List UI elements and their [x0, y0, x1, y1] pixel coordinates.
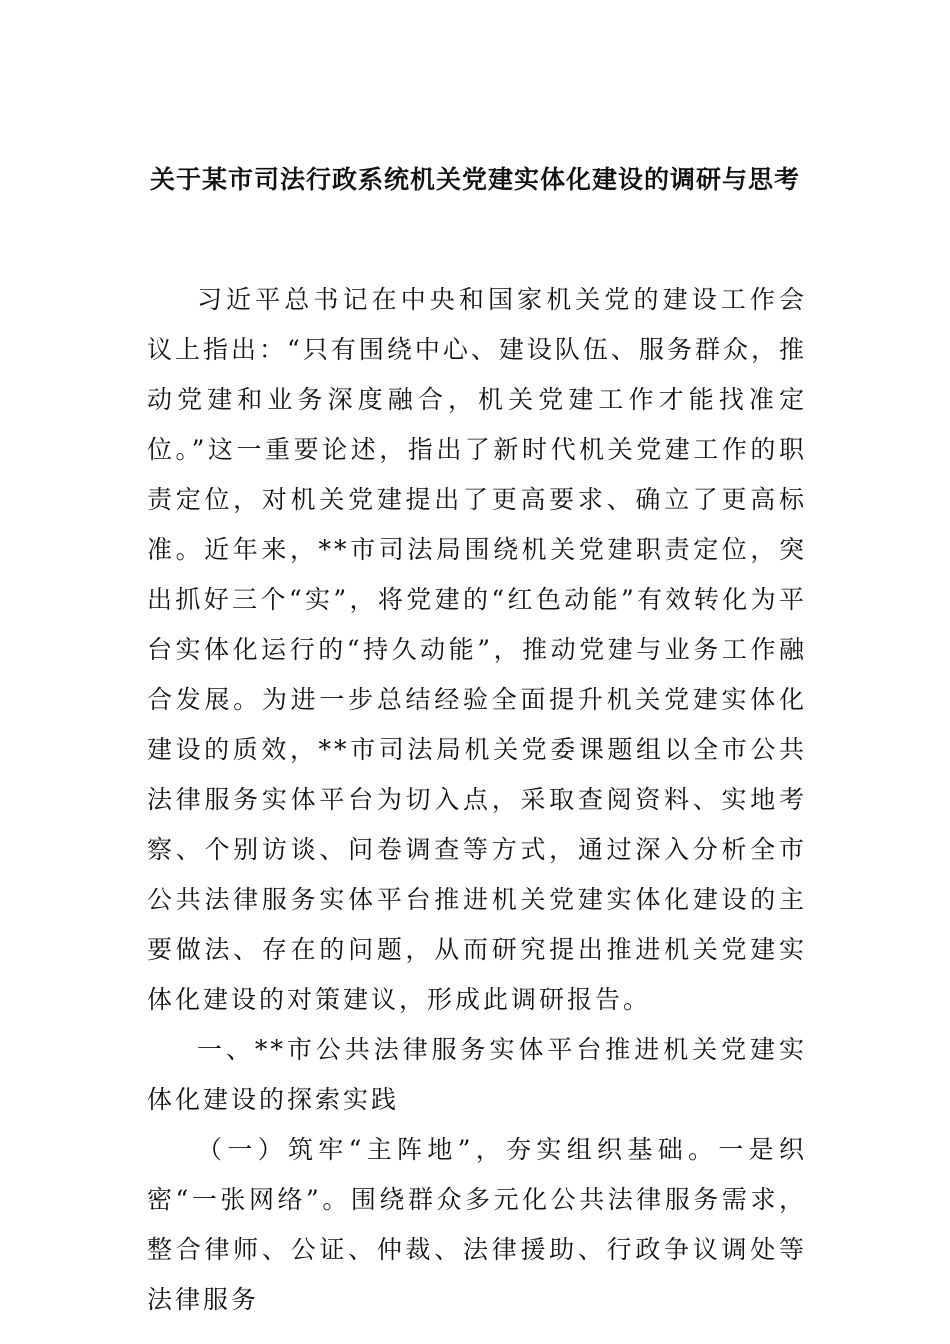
section-heading-1: 一、**市公共法律服务实体平台推进机关党建实体化建设的探索实践 [147, 1035, 807, 1114]
intro-paragraph: 习近平总书记在中央和国家机关党的建设工作会议上指出：“只有围绕中心、建设队伍、服务群众，推动党建和业务深度融合，机关党建工作才能找准定位。”这一重要论述，指出了新时代机关党建工作的职责定位，对机关党建提出了更高要求、确立了更高标准。近年来，**市司法局围绕机关党建职责定位，突出抓好三个“实”，将党建的“红色动能”有效转化为平台实体化运行的“持久动能”，推动党建与业务工作融合发展。为进一步总结经验全面提升机关党建实体化建设的质效，**市司法局机关党委课题组以全市公共法律服务实体平台为切入点，采取查阅资料、实地考察、个别访谈、问卷调查等方式，通过深入分析全市公共法律服务实体平台推进机关党建实体化建设的主要做法、存在的问题，从而研究提出推进机关党建实体化建设的对策建议，形成此调研报告。 [147, 285, 807, 1014]
document-body [147, 275, 807, 1325]
document-title: 关于某市司法行政系统机关党建实体化建设的调研与思考 [149, 165, 800, 194]
subsection-paragraph-1: （一）筑牢“主阵地”，夯实组织基础。一是织密“一张网络”。围绕群众多元化公共法律服务需求，整合律师、公证、仲裁、法律援助、行政争议调处等法律服务 [147, 1135, 807, 1314]
